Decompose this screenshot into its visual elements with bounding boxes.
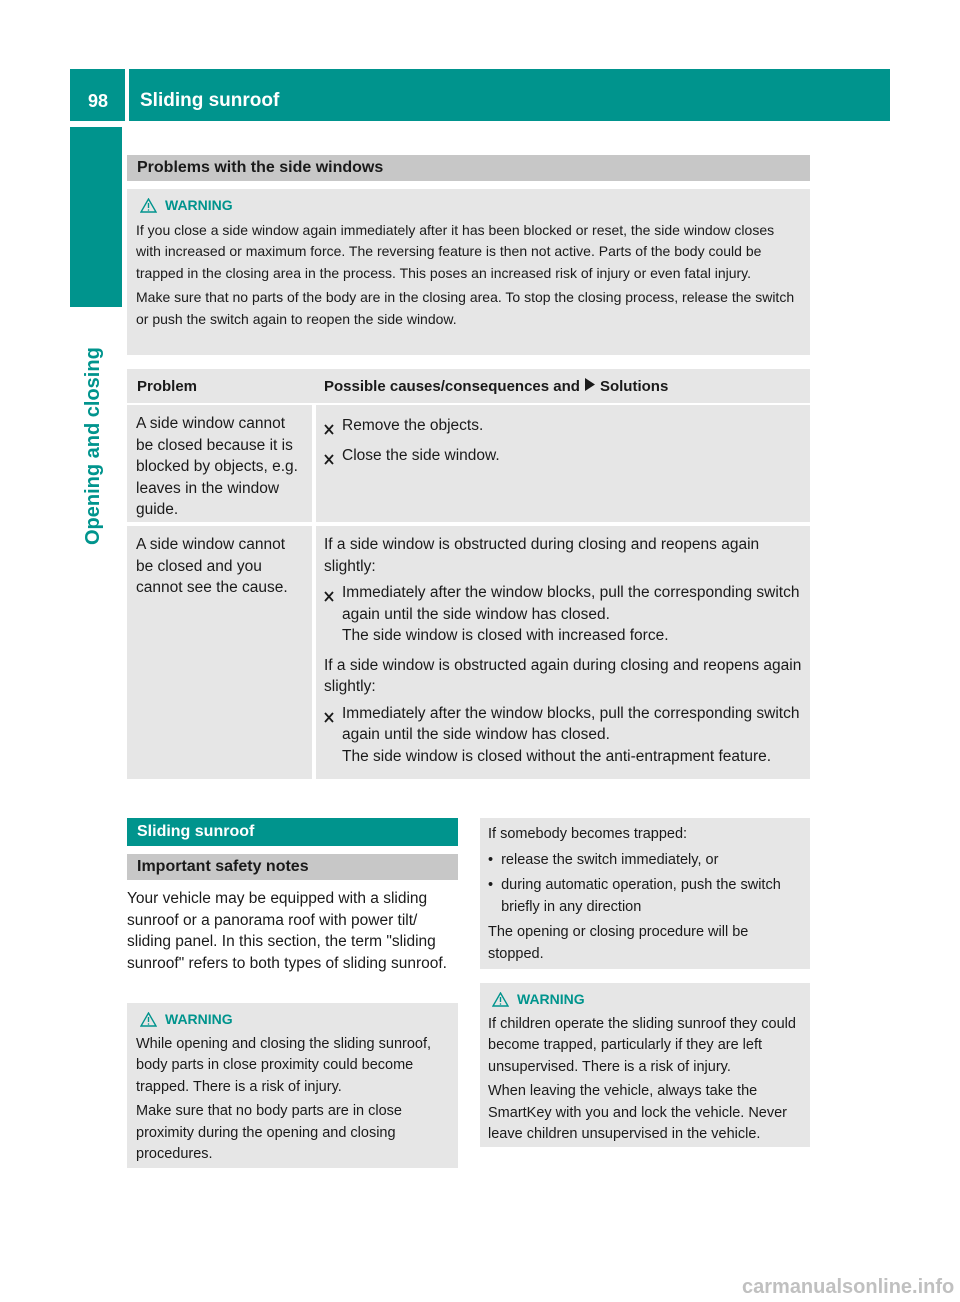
- section-heading-sliding-sunroof: Sliding sunroof: [127, 818, 458, 846]
- arrow-right-icon: [324, 445, 336, 472]
- warning-box-side-windows: [127, 189, 810, 355]
- table-cell-problem: A side window cannot be closed and you cannot see the cause.: [127, 526, 312, 779]
- col-header-solutions: Possible causes/consequences and Solutions: [324, 378, 669, 395]
- page-header: [70, 69, 890, 121]
- col-header-problem: Problem: [137, 378, 198, 395]
- warning-box-sunroof: [127, 1003, 458, 1168]
- warning-triangle-icon: [140, 198, 157, 213]
- side-tab-marker: [70, 127, 122, 307]
- list-item: Immediately after the window blocks, pull the corresponding switch again until the side window has closed. The side window is closed with increased force.: [324, 582, 804, 647]
- bullet-dot: •: [488, 851, 494, 868]
- warning-text: If you close a side window again immediately after it has been blocked or reset, the side window closes with increased or maximum force. The reversing feature is then not active. Parts of the body could be trapped in the closing area in the process. This poses an increased risk of injury or even fatal injury.: [136, 221, 775, 281]
- warning-header: [140, 1009, 450, 1031]
- warning-triangle-icon: [492, 992, 509, 1007]
- page-number: 98: [88, 91, 109, 111]
- warning-label: WARNING: [517, 991, 585, 1007]
- list-item: Close the side window.: [324, 445, 802, 472]
- warning-header: [140, 195, 802, 217]
- section-heading-side-windows: Problems with the side windows: [127, 155, 810, 181]
- table-header: [127, 369, 810, 403]
- warning-text: If children operate the sliding sunroof they could become trapped, particularly if they are left unsupervised. There is a risk of injury.: [488, 1015, 796, 1075]
- subheading-safety-notes: Important safety notes: [127, 854, 458, 880]
- list-item: Remove the objects.: [324, 415, 802, 442]
- arrow-right-icon: [324, 415, 336, 442]
- side-tab-label: Opening and closing: [82, 347, 104, 545]
- intro-paragraph: Your vehicle may be equipped with a sliding sunroof or a panorama roof with power tilt/ sliding panel. In this section, the term "sliding sunroof" refers to both types of sliding sunroof.: [127, 890, 447, 972]
- warning-box-children: [480, 983, 810, 1147]
- warning-text: While opening and closing the sliding sunroof, body parts in close proximity could become trapped. There is a risk of injury.: [136, 1035, 432, 1095]
- table-cell-solution: [316, 405, 810, 522]
- warning-header: [492, 989, 804, 1011]
- list-item: • release the switch immediately, or: [488, 850, 802, 872]
- arrow-right-icon: [584, 378, 596, 395]
- bullet-dot: •: [488, 877, 494, 893]
- arrow-right-icon: [324, 703, 336, 768]
- warning-triangle-icon: [140, 1012, 157, 1027]
- page-title: Sliding sunroof: [140, 90, 280, 111]
- arrow-right-icon: [324, 582, 336, 647]
- warning-text: Make sure that no parts of the body are in the closing area. To stop the closing process, release the switch or push the switch again to reopen the side window.: [136, 289, 795, 327]
- list-item: Immediately after the window blocks, pull the corresponding switch again until the side window has closed. The side window is closed without the anti-entrapment feature.: [324, 703, 804, 768]
- list-item: • during automatic operation, push the switch briefly in any direction: [488, 875, 802, 918]
- warning-text: Make sure that no body parts are in close proximity during the opening and closing procedures.: [136, 1103, 402, 1162]
- watermark: carmanualsonline.info: [742, 1276, 955, 1298]
- table-cell-solution: If a side window is obstructed during closing and reopens again slightly: Immediately after the window blocks, pull the corresponding switch again until the side window has closed. The side window is closed with increased force. If a side window is obstructed again during closing and reopens again slightly: Immediately after the window blocks, pull the corresponding switch again until the side window has closed. The side window is closed without the anti-entrapment feature.: [316, 526, 810, 779]
- header-divider: [125, 69, 129, 121]
- trapped-info-box: If somebody becomes trapped: • release the switch immediately, or • during automatic operation, push the switch briefly in any direction The opening or closing procedure will be stopped.: [480, 818, 810, 969]
- warning-text: When leaving the vehicle, always take the SmartKey with you and lock the vehicle. Never leave children unsupervised in the vehicle.: [488, 1083, 787, 1142]
- warning-label: WARNING: [165, 1011, 233, 1027]
- warning-label: WARNING: [165, 197, 233, 213]
- table-cell-problem: A side window cannot be closed because it is blocked by objects, e.g. leaves in the window guide.: [127, 405, 312, 522]
